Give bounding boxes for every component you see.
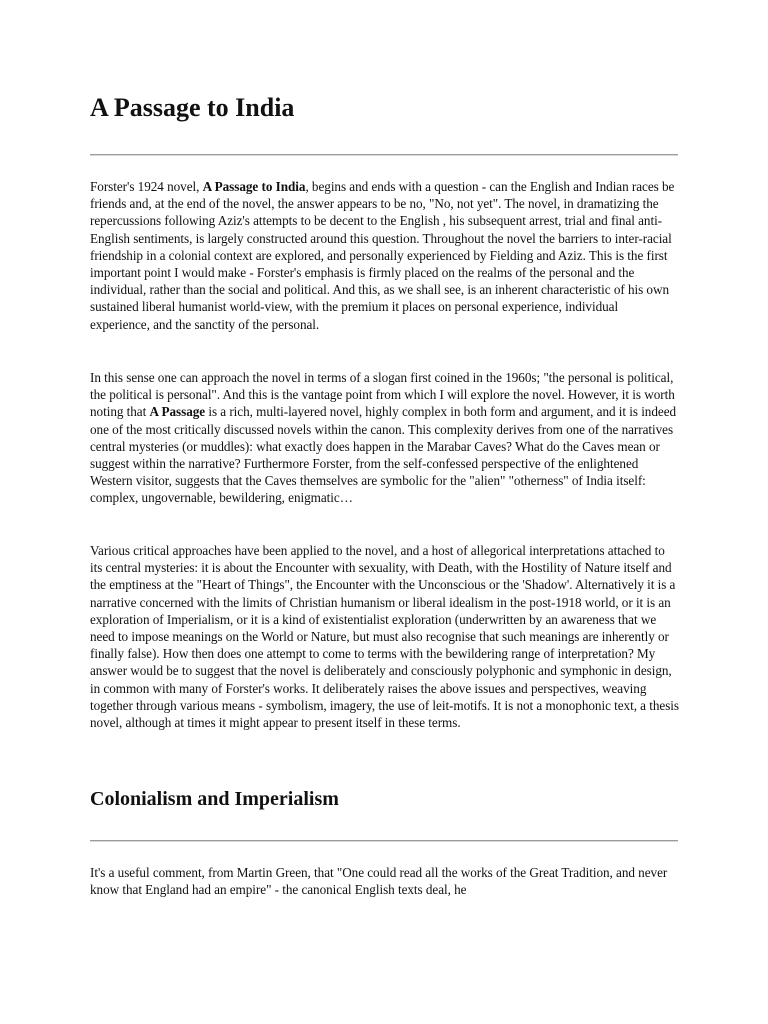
- paragraph-text: is a rich, multi-layered novel, highly complex in both form and argument, and it is indeed one of the most critically discussed novels within the canon. This complexity derives from one of the narratives central mysteries (or muddles): what exactly does happen in the Marabar Caves? What do the Caves mean or suggest within the narrative? Furthermore Forster, from the self-confessed perspective of the enlightened Western visitor, suggests that the Caves themselves are symbolic for the "alien" "otherness" of India itself: complex, ungovernable, bewildering, enigmatic…: [90, 404, 677, 506]
- paragraph-text: Forster's 1924 novel,: [90, 179, 203, 194]
- book-title-bold: A Passage to India: [202, 179, 306, 194]
- paragraph-colonialism: It's a useful comment, from Martin Green, that "One could read all the works of the Great Tradition, and never know that England had an empire" - the canonical English texts deal, he: [90, 865, 668, 898]
- horizontal-rule: [90, 840, 678, 842]
- paragraph-personal-political: [90, 369, 680, 507]
- horizontal-rule: [90, 154, 678, 156]
- paragraph-critical-approaches: Various critical approaches have been applied to the novel, and a host of allegorical interpretations attached to its central mysteries: it is about the Encounter with sexuality, with Death, with the Hostility of Nature itself and the emptiness at the "Heart of Things", the Encounter with the Unconscious or the 'Shadow'. Alternatively it is a narrative concerned with the limits of Christian humanism or liberal idealism in the post-1918 world, or it is an exploration of Imperialism, or it is a kind of existentialist exploration (underwritten by an awareness that we need to impose meanings on the World or Nature, but must also recognise that such meanings are inherently or finally false). How then does one attempt to come to terms with the bewildering range of interpretation? My answer would be to suggest that the novel is deliberately and consciously polyphonic and symphonic in design, in common with many of Forster's works. It deliberately raises the above issues and perspectives, weaving together through various means - symbolism, imagery, the use of leit-motifs. It is not a monophonic text, a thesis novel, although at times it might appear to present itself in these terms.: [90, 543, 679, 731]
- section-heading: Colonialism and Imperialism: [90, 788, 339, 810]
- paragraph-intro: [90, 178, 680, 333]
- book-title-bold: A Passage: [149, 404, 206, 420]
- paragraph-text: , begins and ends with a question - can the English and Indian races be friends and, at the end of the novel, the answer appears to be no, "No, not yet". The novel, in dramatizing the repercussions following Aziz's attempts to be decent to the English , his subsequent arrest, trial and final anti-English sentiments, is largely constructed around this question. Throughout the novel the barriers to inter-racial friendship in a colonial context are explored, and personally experienced by Fielding and Aziz. This is the first important point I would make - Forster's emphasis is firmly placed on the realms of the personal and the individual, rather than the social and political. And this, as we shall see, is an inherent characteristic of his own sustained liberal humanist world-view, with the premium it places on personal experience, individual experience, and the sanctity of the personal.: [90, 179, 675, 332]
- paragraph-text: In this sense one can approach the novel in terms of a slogan first coined in the 1960s; "the personal is political, the political is personal". And this is the vantage point from which I will explore the novel. However, it is worth noting that: [90, 370, 675, 420]
- page-title: A Passage to India: [90, 93, 295, 122]
